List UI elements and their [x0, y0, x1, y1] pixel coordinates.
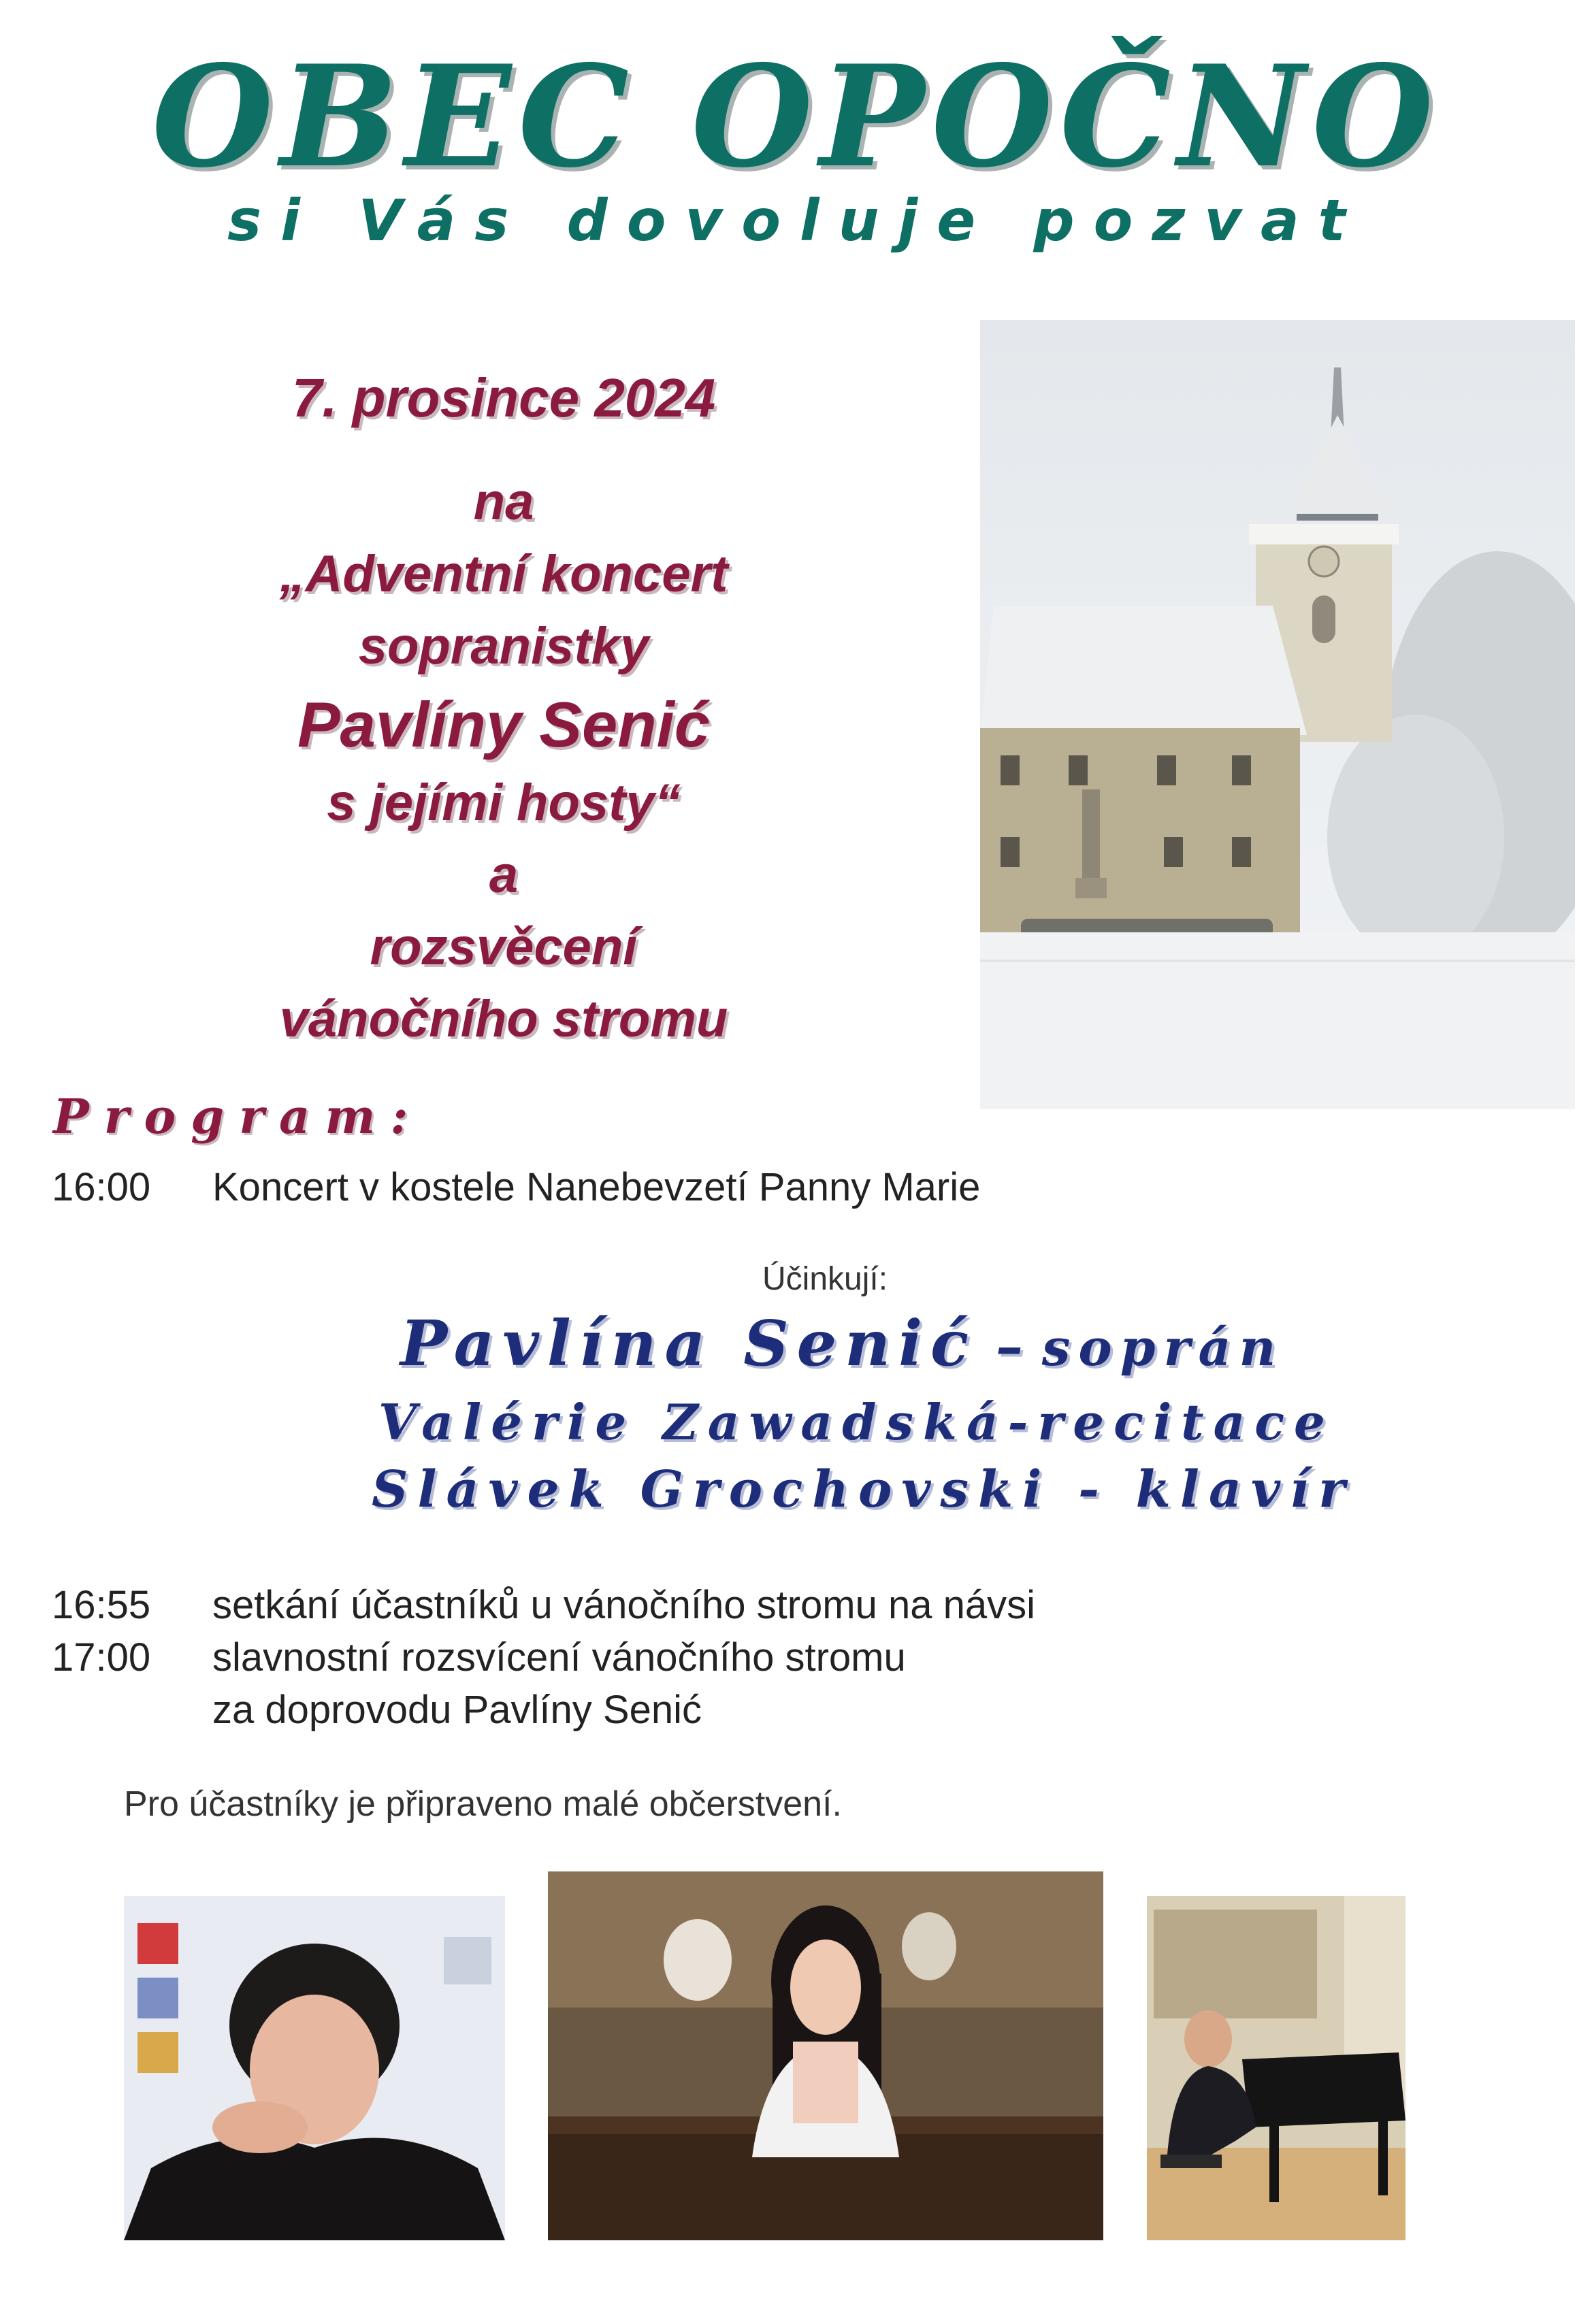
event-line: s jejími hosty“: [327, 774, 681, 832]
performer-pianist: Slávek Grochovski - klavír: [372, 1460, 1355, 1519]
event-line: na: [473, 473, 534, 531]
program-text: setkání účastníků u vánočního stromu na návsi: [212, 1583, 1036, 1627]
program-item: [52, 1635, 1277, 1680]
poster-title: OBEC OPOČNO: [151, 35, 1441, 199]
photo-reciter: [124, 1896, 505, 2240]
performer-role: soprán: [1041, 1319, 1284, 1377]
performer-separator: –: [977, 1314, 1042, 1378]
performer-reciter: Valérie Zawadská-recitace: [378, 1393, 1335, 1451]
event-description: [136, 367, 871, 1066]
event-line: rozsvěcení: [370, 918, 638, 976]
poster-subtitle: si Vás dovoluje pozvat: [227, 187, 1365, 254]
program-item: [52, 1165, 1277, 1209]
program-item-continuation: [52, 1690, 1277, 1731]
refreshment-note: Pro účastníky je připraveno malé občerstvení.: [124, 1784, 842, 1824]
event-line: vánočního stromu: [279, 990, 728, 1048]
event-line-soprano-name: Pavlíny Senić: [297, 689, 711, 760]
program-time: 16:55: [52, 1583, 151, 1627]
program-text: Koncert v kostele Nanebevzetí Panny Marie: [212, 1165, 981, 1209]
program-time: 16:00: [52, 1165, 151, 1209]
church-photo: [980, 320, 1575, 1109]
event-line: sopranistky: [358, 617, 649, 675]
performers-label: Účinkují:: [762, 1261, 888, 1297]
program-text: slavnostní rozsvícení vánočního stromu: [212, 1635, 906, 1680]
performer-name: Pavlína Senić: [400, 1307, 977, 1380]
program-time: 17:00: [52, 1635, 151, 1680]
program-item: [52, 1583, 1277, 1627]
event-line: a: [489, 846, 519, 904]
program-label: Program:: [53, 1088, 423, 1145]
photo-soprano: [548, 1871, 1103, 2240]
photo-pianist: [1147, 1896, 1406, 2240]
performer-soprano: [400, 1307, 1284, 1380]
program-text: za doprovodu Pavlíny Senić: [212, 1688, 702, 1732]
event-date: 7. prosince 2024: [291, 367, 716, 428]
event-line: „Adventní koncert: [279, 545, 728, 603]
